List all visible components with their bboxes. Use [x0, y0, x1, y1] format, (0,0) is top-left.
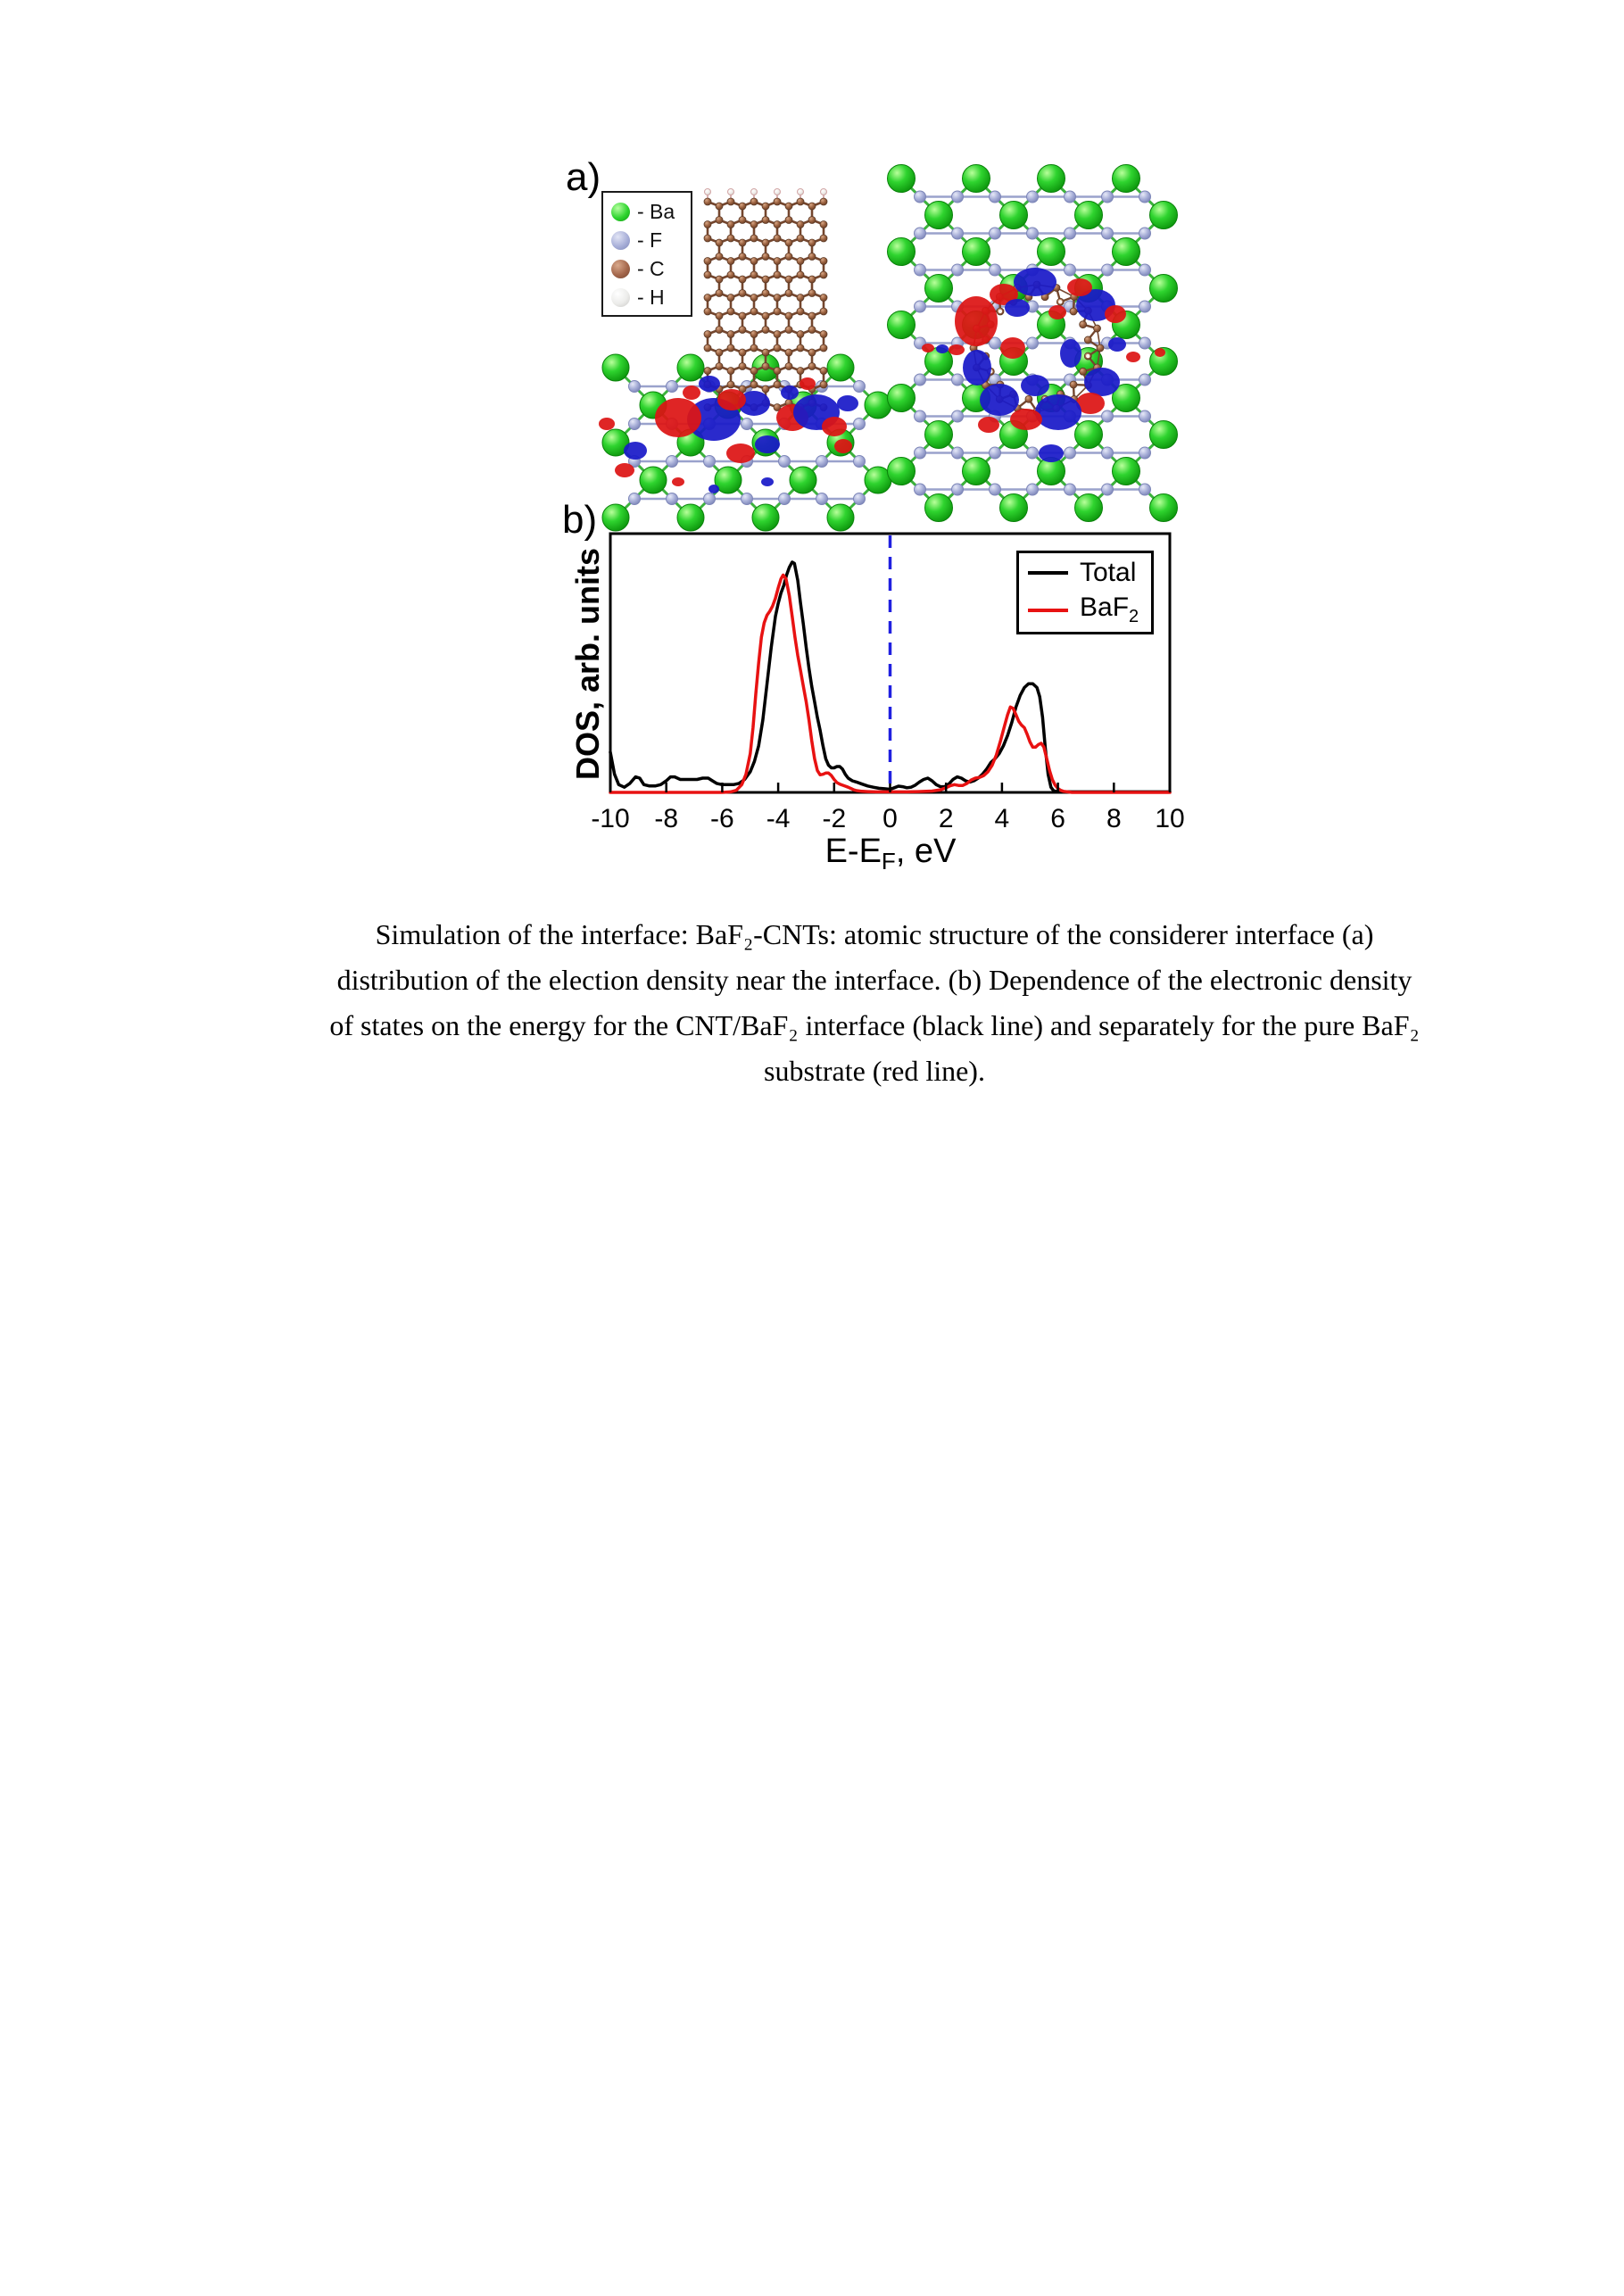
- x-tick-label: 4: [994, 804, 1010, 833]
- x-tick-label: -8: [654, 804, 679, 833]
- x-tick-label: 0: [882, 804, 898, 833]
- atom-legend-item-h: [611, 283, 691, 311]
- x-tick-label: 10: [1155, 804, 1185, 833]
- x-tick-label: -6: [710, 804, 734, 833]
- panel-a-label: a): [566, 155, 601, 199]
- caption-line: of states on the energy for the CNT/BaF₂ interface (black line) and separately for the pure BaF₂: [329, 1009, 1420, 1041]
- x-tick-label: 6: [1050, 804, 1065, 833]
- atom-legend-label: - C: [637, 256, 665, 280]
- caption-line: distribution of the election density near the interface. (b) Dependence of the electronic density: [336, 964, 1413, 996]
- x-axis-label-subscript: F: [881, 848, 896, 874]
- atom-legend-label: - Ba: [637, 199, 675, 223]
- x-tick-label: 8: [1106, 804, 1122, 833]
- x-axis-label-unit: , eV: [895, 833, 957, 870]
- chart-legend-label: BaF$_2$: [1080, 593, 1139, 626]
- legend-line-sample: [1028, 571, 1068, 575]
- chart-legend-label: Total: [1080, 558, 1137, 587]
- figure-graphics: [0, 0, 1624, 901]
- x-axis-label-main: E-E: [824, 833, 882, 870]
- c-atom-icon: [611, 260, 630, 278]
- x-axis-label: [825, 833, 957, 875]
- atom-legend-item-ba: [611, 197, 691, 226]
- x-tick-label: 2: [938, 804, 954, 833]
- atom-legend-label: - H: [637, 285, 665, 309]
- x-tick-label: -2: [822, 804, 847, 833]
- structure-top-view: [888, 165, 1178, 522]
- figure-caption: [241, 912, 1508, 1094]
- f-atom-icon: [611, 231, 630, 250]
- y-axis-label: DOS, arb. units: [569, 547, 606, 781]
- legend-label-subscript: 2: [1129, 607, 1139, 626]
- x-tick-label: -4: [766, 804, 791, 833]
- chart-legend-item: [1028, 558, 1151, 588]
- h-atom-icon: [611, 288, 630, 307]
- ba-atom-icon: [611, 203, 630, 221]
- atom-color-legend: [601, 191, 692, 317]
- atom-legend-label: - F: [637, 228, 663, 252]
- x-tick-label: -10: [591, 804, 630, 833]
- legend-line-sample: [1028, 609, 1068, 612]
- caption-line: substrate (red line).: [764, 1055, 985, 1087]
- atom-legend-item-c: [611, 254, 691, 283]
- chart-legend: [1016, 551, 1154, 634]
- chart-legend-item: [1028, 593, 1151, 627]
- atom-legend-item-f: [611, 226, 691, 254]
- caption-line: Simulation of the interface: BaF₂-CNTs: atomic structure of the considerer interface (a): [375, 918, 1374, 950]
- panel-b-label: b): [562, 498, 598, 542]
